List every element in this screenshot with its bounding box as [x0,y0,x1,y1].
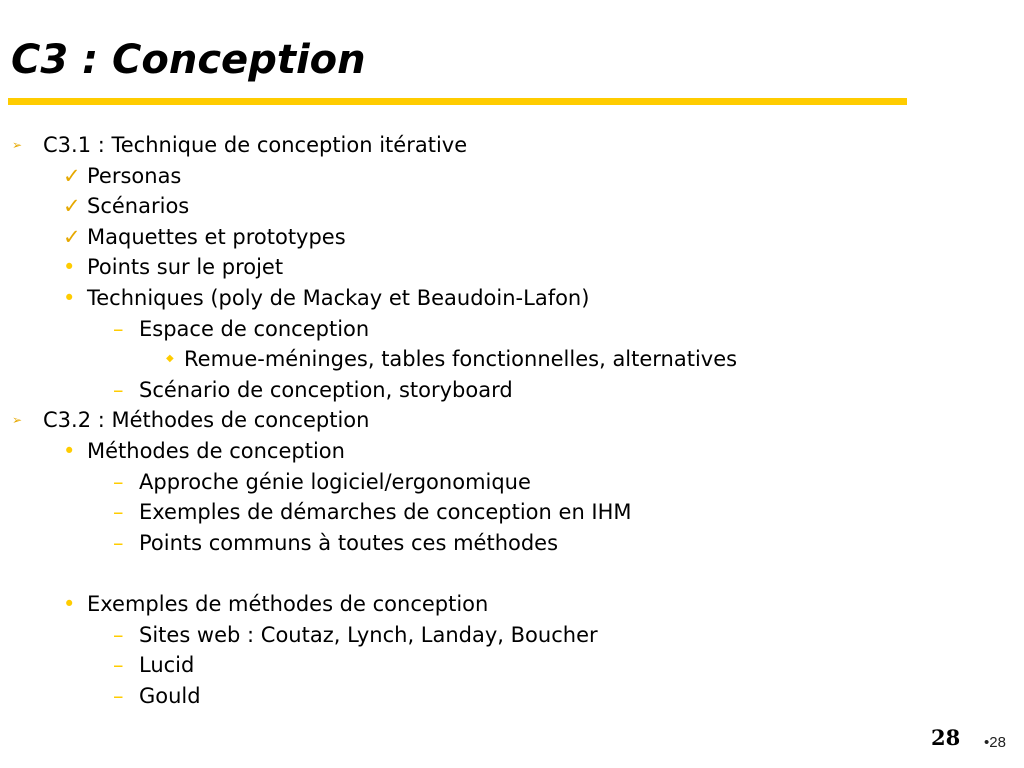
page-number: 28 [931,725,961,750]
outline-item [0,130,1024,161]
outline-item-text: C3.1 : Technique de conception itérative [43,133,468,157]
outline-item [0,314,1024,345]
dash-bullet-icon: – [113,500,124,525]
title-underline [8,98,907,105]
arrow-bullet-icon: ➢ [12,138,23,152]
outline-item-text: Sites web : Coutaz, Lynch, Landay, Boucher [139,622,598,647]
outline-item [0,161,1024,192]
outline-item-text: Points sur le projet [87,255,284,280]
dot-bullet-icon: • [63,255,76,280]
outline-item-text: Exemples de méthodes de conception [87,591,489,616]
outline-item-text: Scénario de conception, storyboard [139,377,513,402]
slide-body [0,130,1024,711]
outline-item [0,620,1024,651]
outline-item [0,528,1024,559]
outline-item [0,252,1024,283]
outline-item [0,191,1024,222]
diamond-bullet-icon: ◆ [166,353,174,365]
outline-item-text: Exemples de démarches de conception en IHM [139,500,632,525]
outline-item [0,344,1024,375]
outline-item-text: Techniques (poly de Mackay et Beaudoin-Lafon) [87,285,590,310]
slide-number: •28 [984,734,1006,751]
outline-item [0,650,1024,681]
dot-bullet-icon: • [63,438,76,463]
outline-item-text: Méthodes de conception [87,438,345,463]
dash-bullet-icon: – [113,377,124,402]
dash-bullet-icon: – [113,316,124,341]
outline-item-text: C3.2 : Méthodes de conception [43,408,370,433]
outline-item-text: Points communs à toutes ces méthodes [139,530,559,555]
outline-item-text: Maquettes et prototypes [87,224,346,249]
blank-line [0,558,1024,589]
outline-item [0,375,1024,406]
arrow-bullet-icon: ➢ [12,413,23,428]
outline-item-text: Lucid [139,653,195,678]
outline-item-text: Remue-méninges, tables fonctionnelles, alternatives [184,347,738,372]
dot-bullet-icon: • [63,285,76,310]
outline-item [0,283,1024,314]
outline-item-text: Gould [139,683,201,708]
dot-bullet-icon: • [63,591,76,616]
slide-title: C3 : Conception [11,37,366,83]
outline-item-text: Approche génie logiciel/ergonomique [139,469,531,494]
outline-item [0,405,1024,436]
outline-item [0,681,1024,712]
dash-bullet-icon: – [113,683,124,708]
outline-item [0,436,1024,467]
outline-item [0,589,1024,620]
outline-item [0,497,1024,528]
dash-bullet-icon: – [113,622,124,647]
dash-bullet-icon: – [113,469,124,494]
checkmark-icon: ✓ [63,224,81,249]
dash-bullet-icon: – [113,530,124,555]
checkmark-icon: ✓ [63,163,81,188]
outline-item-text: Espace de conception [139,316,370,341]
outline-item [0,467,1024,498]
dash-bullet-icon: – [113,653,124,678]
outline-item-text: Scénarios [87,194,190,219]
outline-item [0,222,1024,253]
checkmark-icon: ✓ [63,194,81,219]
outline-item-text: Personas [87,163,182,188]
